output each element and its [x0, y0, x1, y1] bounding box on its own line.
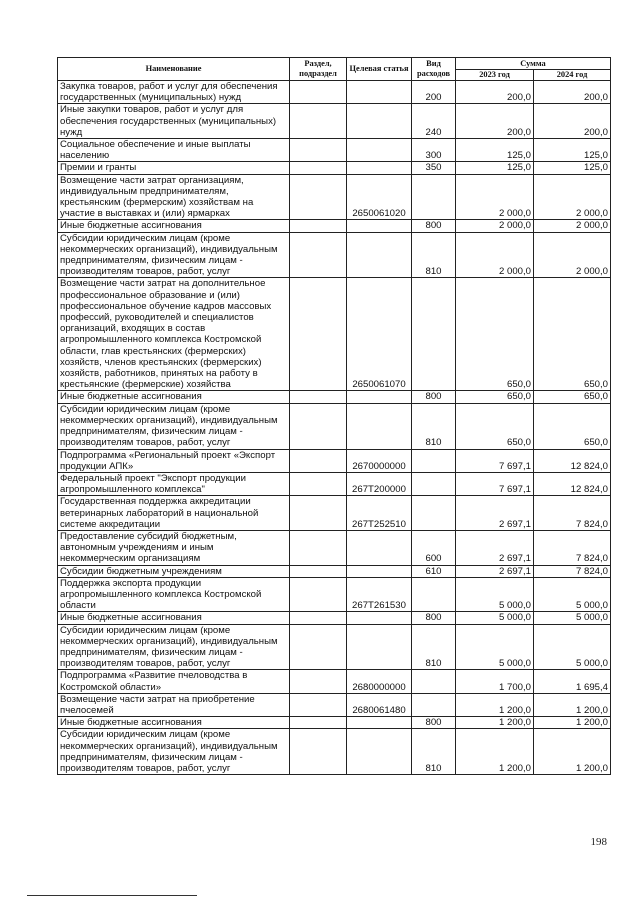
row-name: Субсидии юридическим лицам (кроме некоммерческих организаций), индивидуальным предпринимателям, физическим лицам - производителям товаров, работ, услуг: [58, 624, 290, 670]
table-row: [58, 729, 611, 775]
row-amount-2024: 125,0: [534, 162, 611, 174]
row-amount-2024: 125,0: [534, 139, 611, 162]
row-amount-2023: 650,0: [456, 403, 534, 449]
row-amount-2024: 7 824,0: [534, 496, 611, 531]
row-amount-2023: 2 000,0: [456, 232, 534, 278]
row-name: Подпрограмма «Региональный проект «Экспорт продукции АПК»: [58, 449, 290, 472]
row-section: [290, 624, 347, 670]
row-name: Государственная поддержка аккредитации ветеринарных лабораторий в национальной системе аккредитации: [58, 496, 290, 531]
row-amount-2023: 2 697,1: [456, 496, 534, 531]
row-section: [290, 496, 347, 531]
row-name: Субсидии юридическим лицам (кроме некоммерческих организаций), индивидуальным предпринимателям, физическим лицам - производителям товаров, работ, услуг: [58, 232, 290, 278]
row-section: [290, 162, 347, 174]
row-kind: 810: [412, 232, 456, 278]
table-row: [58, 577, 611, 612]
table-row: [58, 717, 611, 729]
page-number: 198: [590, 836, 607, 848]
row-target: 267T261530: [347, 577, 412, 612]
row-name: Премии и гранты: [58, 162, 290, 174]
budget-table: [57, 57, 611, 775]
row-kind: 350: [412, 162, 456, 174]
row-kind: 610: [412, 565, 456, 577]
row-amount-2023: 5 000,0: [456, 612, 534, 624]
header-target: Целевая статья: [347, 58, 412, 81]
row-amount-2023: 2 000,0: [456, 174, 534, 220]
row-target: [347, 220, 412, 232]
row-amount-2023: 650,0: [456, 278, 534, 391]
row-name: Иные закупки товаров, работ и услуг для обеспечения государственных (муниципальных) нужд: [58, 104, 290, 139]
table-row: [58, 530, 611, 565]
row-name: Социальное обеспечение и иные выплаты населению: [58, 139, 290, 162]
row-name: Возмещение части затрат на приобретение пчелосемей: [58, 693, 290, 716]
table-row: [58, 104, 611, 139]
row-target: 2650061070: [347, 278, 412, 391]
row-target: 267T252510: [347, 496, 412, 531]
row-amount-2024: 2 000,0: [534, 174, 611, 220]
row-section: [290, 530, 347, 565]
row-name: Субсидии юридическим лицам (кроме некоммерческих организаций), индивидуальным предпринимателям, физическим лицам - производителям товаров, работ, услуг: [58, 729, 290, 775]
row-section: [290, 174, 347, 220]
row-target: [347, 104, 412, 139]
row-amount-2024: 200,0: [534, 104, 611, 139]
table-row: [58, 693, 611, 716]
table-row: [58, 565, 611, 577]
row-section: [290, 139, 347, 162]
row-amount-2023: 5 000,0: [456, 577, 534, 612]
table-row: [58, 391, 611, 403]
row-amount-2024: 1 695,4: [534, 670, 611, 693]
row-name: Иные бюджетные ассигнования: [58, 612, 290, 624]
row-target: 2650061020: [347, 174, 412, 220]
row-section: [290, 612, 347, 624]
row-amount-2024: 12 824,0: [534, 449, 611, 472]
row-kind: [412, 670, 456, 693]
row-kind: 800: [412, 717, 456, 729]
row-section: [290, 670, 347, 693]
table-row: [58, 81, 611, 104]
row-kind: 800: [412, 220, 456, 232]
table-row: [58, 232, 611, 278]
row-amount-2023: 1 200,0: [456, 729, 534, 775]
row-target: [347, 612, 412, 624]
row-kind: 200: [412, 81, 456, 104]
row-amount-2024: 650,0: [534, 391, 611, 403]
row-name: Закупка товаров, работ и услуг для обеспечения государственных (муниципальных) нужд: [58, 81, 290, 104]
row-name: Иные бюджетные ассигнования: [58, 391, 290, 403]
row-target: 2670000000: [347, 449, 412, 472]
row-target: [347, 624, 412, 670]
row-amount-2024: 2 000,0: [534, 220, 611, 232]
row-amount-2024: 7 824,0: [534, 565, 611, 577]
row-amount-2024: 1 200,0: [534, 717, 611, 729]
table-row: [58, 403, 611, 449]
row-target: [347, 565, 412, 577]
row-name: Поддержка экспорта продукции агропромышленного комплекса Костромской области: [58, 577, 290, 612]
row-amount-2023: 200,0: [456, 81, 534, 104]
row-section: [290, 104, 347, 139]
row-amount-2023: 7 697,1: [456, 449, 534, 472]
row-kind: 810: [412, 624, 456, 670]
row-kind: 600: [412, 530, 456, 565]
row-amount-2023: 650,0: [456, 391, 534, 403]
row-target: [347, 530, 412, 565]
row-amount-2024: 1 200,0: [534, 729, 611, 775]
row-amount-2024: 2 000,0: [534, 232, 611, 278]
row-target: [347, 81, 412, 104]
row-amount-2023: 1 200,0: [456, 717, 534, 729]
table-row: [58, 278, 611, 391]
row-kind: [412, 278, 456, 391]
header-section: Раздел, подраздел: [290, 58, 347, 81]
row-kind: [412, 496, 456, 531]
row-amount-2023: 125,0: [456, 139, 534, 162]
footer-rule: [27, 895, 197, 896]
row-section: [290, 391, 347, 403]
row-section: [290, 220, 347, 232]
row-kind: 810: [412, 403, 456, 449]
table-row: [58, 670, 611, 693]
row-kind: 810: [412, 729, 456, 775]
row-name: Подпрограмма «Развитие пчеловодства в Костромской области»: [58, 670, 290, 693]
table-row: [58, 139, 611, 162]
table-row: [58, 220, 611, 232]
row-section: [290, 472, 347, 495]
row-amount-2023: 2 000,0: [456, 220, 534, 232]
header-year-2023: 2023 год: [456, 70, 534, 81]
row-amount-2024: 200,0: [534, 81, 611, 104]
row-section: [290, 693, 347, 716]
row-section: [290, 278, 347, 391]
row-name: Субсидии юридическим лицам (кроме некоммерческих организаций), индивидуальным предпринимателям, физическим лицам - производителям товаров, работ, услуг: [58, 403, 290, 449]
row-amount-2023: 5 000,0: [456, 624, 534, 670]
header-sum: Сумма: [456, 58, 611, 70]
row-kind: 800: [412, 612, 456, 624]
table-row: [58, 162, 611, 174]
row-amount-2024: 5 000,0: [534, 612, 611, 624]
row-amount-2024: 1 200,0: [534, 693, 611, 716]
row-target: [347, 717, 412, 729]
row-kind: [412, 174, 456, 220]
row-section: [290, 403, 347, 449]
row-amount-2024: 650,0: [534, 403, 611, 449]
row-kind: [412, 577, 456, 612]
row-target: 2680061480: [347, 693, 412, 716]
row-name: Иные бюджетные ассигнования: [58, 220, 290, 232]
row-target: [347, 403, 412, 449]
table-row: [58, 612, 611, 624]
row-amount-2023: 7 697,1: [456, 472, 534, 495]
row-section: [290, 81, 347, 104]
row-amount-2023: 2 697,1: [456, 565, 534, 577]
row-target: [347, 232, 412, 278]
row-kind: 240: [412, 104, 456, 139]
row-section: [290, 232, 347, 278]
row-amount-2023: 200,0: [456, 104, 534, 139]
row-section: [290, 717, 347, 729]
header-kind: Вид расходов: [412, 58, 456, 81]
table-row: [58, 174, 611, 220]
table-row: [58, 472, 611, 495]
row-kind: [412, 449, 456, 472]
row-amount-2024: 5 000,0: [534, 577, 611, 612]
row-kind: 800: [412, 391, 456, 403]
table-header: [58, 58, 611, 81]
table-body: [58, 81, 611, 775]
row-amount-2024: 5 000,0: [534, 624, 611, 670]
table-row: [58, 449, 611, 472]
row-kind: [412, 693, 456, 716]
row-section: [290, 565, 347, 577]
row-name: Предоставление субсидий бюджетным, автономным учреждениям и иным некоммерческим организациям: [58, 530, 290, 565]
row-kind: [412, 472, 456, 495]
row-section: [290, 729, 347, 775]
row-section: [290, 449, 347, 472]
row-amount-2024: 650,0: [534, 278, 611, 391]
row-amount-2024: 7 824,0: [534, 530, 611, 565]
header-year-2024: 2024 год: [534, 70, 611, 81]
row-target: 2680000000: [347, 670, 412, 693]
header-name: Наименование: [58, 58, 290, 81]
row-target: 267T200000: [347, 472, 412, 495]
row-target: [347, 391, 412, 403]
row-amount-2023: 1 200,0: [456, 693, 534, 716]
row-amount-2023: 1 700,0: [456, 670, 534, 693]
row-target: [347, 139, 412, 162]
row-amount-2024: 12 824,0: [534, 472, 611, 495]
row-amount-2023: 125,0: [456, 162, 534, 174]
row-name: Федеральный проект "Экспорт продукции агропромышленного комплекса": [58, 472, 290, 495]
table-row: [58, 624, 611, 670]
row-kind: 300: [412, 139, 456, 162]
row-name: Возмещение части затрат организациям, индивидуальным предпринимателям, крестьянским (фермерским) хозяйствам на участие в выставках и (или) ярмарках: [58, 174, 290, 220]
row-target: [347, 729, 412, 775]
row-section: [290, 577, 347, 612]
row-name: Субсидии бюджетным учреждениям: [58, 565, 290, 577]
row-amount-2023: 2 697,1: [456, 530, 534, 565]
table-row: [58, 496, 611, 531]
row-name: Иные бюджетные ассигнования: [58, 717, 290, 729]
row-target: [347, 162, 412, 174]
row-name: Возмещение части затрат на дополнительное профессиональное образование и (или) профессиональное обучение кадров массовых профессий, руководителей и специалистов организаций, входящих в состав агропромышленного комплекса Костромской области, глав крестьянских (фермерских) хозяйств, членов крестьянских (фермерских) хозяйств, работников, принятых на работу в крестьянские (фермерские) хозяйства: [58, 278, 290, 391]
